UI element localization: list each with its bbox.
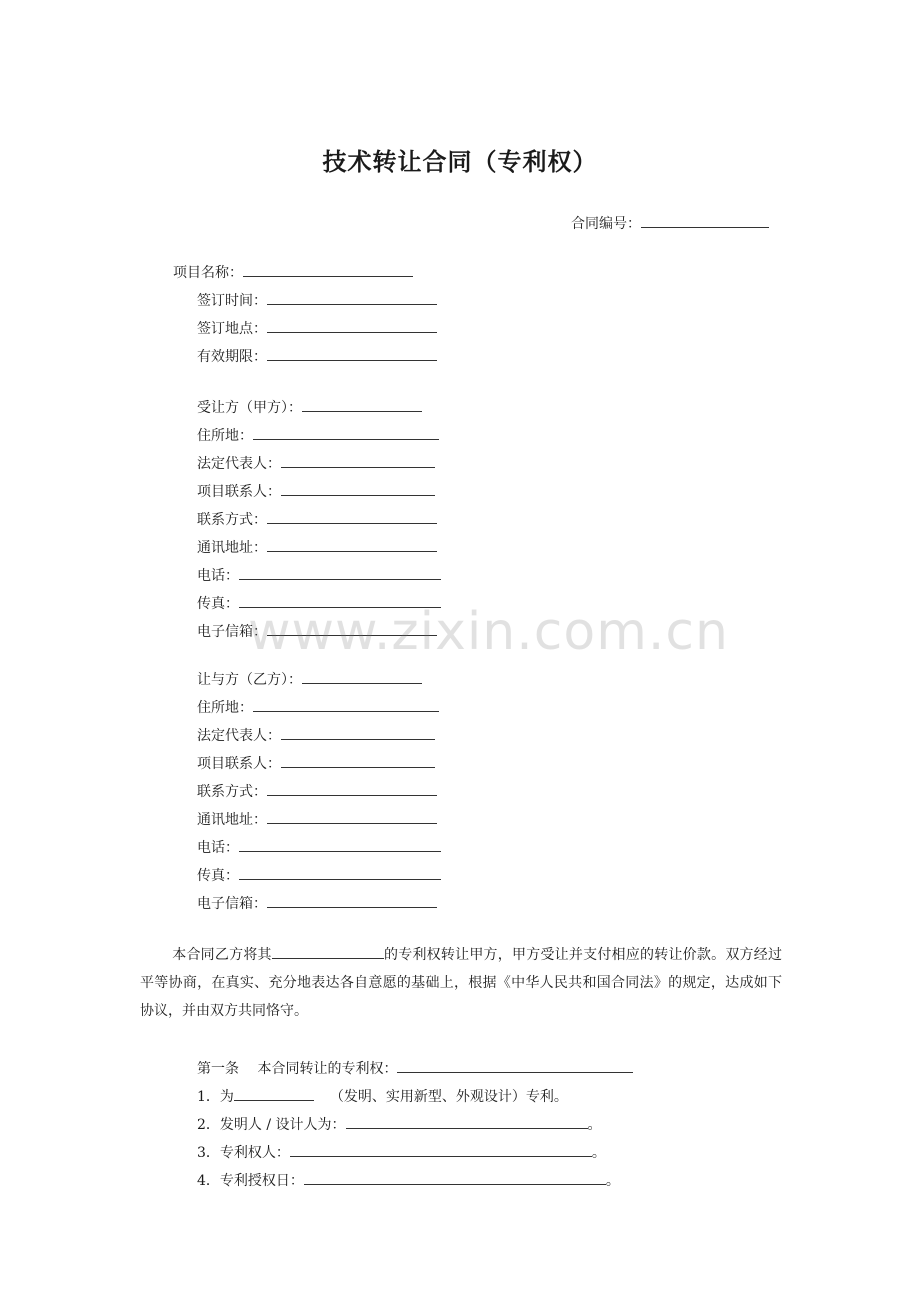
party-b-fax-label: 传真：	[197, 868, 239, 884]
sign-time-field	[197, 289, 437, 311]
article1-heading: 第一条 本合同转让的专利权：	[197, 1061, 398, 1077]
party-a-name-blank[interactable]	[302, 396, 422, 412]
sign-time-blank[interactable]	[267, 289, 437, 305]
party-b-heading-field	[197, 668, 422, 690]
party-a-fax-label: 传真：	[197, 596, 239, 612]
party-a-heading: 受让方（甲方）：	[197, 400, 302, 416]
party-b-email-blank[interactable]	[267, 892, 437, 908]
party-a-contact-method-field	[197, 508, 437, 530]
party-b-email-field	[197, 892, 437, 914]
item4-period: 。	[605, 1173, 620, 1189]
party-b-phone-label: 电话：	[197, 840, 239, 856]
project-name-label: 项目名称：	[173, 265, 243, 281]
party-b-contact-method-field	[197, 780, 437, 802]
party-b-phone-field	[197, 836, 441, 858]
item4-blank[interactable]	[304, 1169, 606, 1185]
party-a-email-label: 电子信箱：	[197, 624, 267, 640]
party-b-name-blank[interactable]	[302, 668, 422, 684]
intro-part1: 本合同乙方将其	[172, 947, 272, 963]
party-b-contact-person-blank[interactable]	[281, 752, 435, 768]
article1-heading-field	[197, 1057, 633, 1079]
party-a-mail-address-field	[197, 536, 437, 558]
contract-number-blank[interactable]	[641, 212, 769, 228]
intro-paragraph	[140, 941, 782, 1025]
item4-prefix: 4．专利授权日：	[197, 1173, 304, 1189]
intro-patent-blank[interactable]	[272, 943, 384, 959]
party-a-legal-rep-field	[197, 452, 435, 474]
party-b-address-blank[interactable]	[253, 696, 439, 712]
party-b-mail-address-label: 通讯地址：	[197, 812, 267, 828]
item3-period: 。	[591, 1145, 606, 1161]
party-a-legal-rep-label: 法定代表人：	[197, 456, 281, 472]
contract-number-field	[571, 212, 769, 234]
party-a-contact-person-label: 项目联系人：	[197, 484, 281, 500]
sign-place-field	[197, 317, 437, 339]
item1-blank[interactable]	[234, 1085, 314, 1101]
sign-time-label: 签订时间：	[197, 293, 267, 309]
party-a-address-blank[interactable]	[253, 424, 439, 440]
valid-period-field	[197, 345, 437, 367]
intro-part2: 的专利权转让甲方，甲方受让并支付相应的转让价款。双方经过平等协商，在真实、充分地表达各自意愿的基础上，根据《中华人民共和国合同法》的规定，达成如下协议，并由双方共同恪守。	[140, 947, 783, 1019]
item3-prefix: 3．专利权人：	[197, 1145, 290, 1161]
party-b-contact-method-label: 联系方式：	[197, 784, 267, 800]
article1-item1	[197, 1085, 568, 1107]
article1-item4	[197, 1169, 620, 1191]
watermark: www.zixin.com.cn	[248, 602, 729, 662]
party-a-heading-field	[197, 396, 422, 418]
party-a-contact-method-label: 联系方式：	[197, 512, 267, 528]
party-b-address-field	[197, 696, 439, 718]
article1-item2	[197, 1113, 602, 1135]
party-a-contact-method-blank[interactable]	[267, 508, 437, 524]
valid-period-label: 有效期限：	[197, 349, 267, 365]
page-title: 技术转让合同（专利权）	[322, 148, 598, 176]
party-a-address-label: 住所地：	[197, 428, 253, 444]
party-a-phone-label: 电话：	[197, 568, 239, 584]
party-b-legal-rep-field	[197, 724, 435, 746]
party-a-phone-blank[interactable]	[239, 564, 441, 580]
party-a-address-field	[197, 424, 439, 446]
item2-prefix: 2．发明人 / 设计人为：	[197, 1117, 346, 1133]
party-a-phone-field	[197, 564, 441, 586]
article1-patent-blank[interactable]	[397, 1057, 633, 1073]
sign-place-blank[interactable]	[267, 317, 437, 333]
party-b-legal-rep-blank[interactable]	[281, 724, 435, 740]
item1-suffix: （发明、实用新型、外观设计）专利。	[329, 1089, 568, 1105]
party-b-contact-person-field	[197, 752, 435, 774]
item1-prefix: 1．为	[197, 1089, 234, 1105]
party-b-contact-person-label: 项目联系人：	[197, 756, 281, 772]
party-b-mail-address-blank[interactable]	[267, 808, 437, 824]
party-a-mail-address-blank[interactable]	[267, 536, 437, 552]
party-b-fax-field	[197, 864, 441, 886]
party-b-phone-blank[interactable]	[239, 836, 441, 852]
party-b-email-label: 电子信箱：	[197, 896, 267, 912]
party-b-fax-blank[interactable]	[239, 864, 441, 880]
contract-number-label: 合同编号：	[571, 216, 641, 232]
party-a-legal-rep-blank[interactable]	[281, 452, 435, 468]
item2-period: 。	[587, 1117, 602, 1133]
sign-place-label: 签订地点：	[197, 321, 267, 337]
project-name-blank[interactable]	[243, 261, 413, 277]
party-b-address-label: 住所地：	[197, 700, 253, 716]
party-b-legal-rep-label: 法定代表人：	[197, 728, 281, 744]
party-b-mail-address-field	[197, 808, 437, 830]
item2-blank[interactable]	[346, 1113, 588, 1129]
party-b-contact-method-blank[interactable]	[267, 780, 437, 796]
valid-period-blank[interactable]	[267, 345, 437, 361]
party-a-mail-address-label: 通讯地址：	[197, 540, 267, 556]
party-a-contact-person-field	[197, 480, 435, 502]
party-b-heading: 让与方（乙方）：	[197, 672, 302, 688]
project-name-field	[173, 261, 413, 283]
party-a-contact-person-blank[interactable]	[281, 480, 435, 496]
article1-item3	[197, 1141, 606, 1163]
item3-blank[interactable]	[290, 1141, 592, 1157]
